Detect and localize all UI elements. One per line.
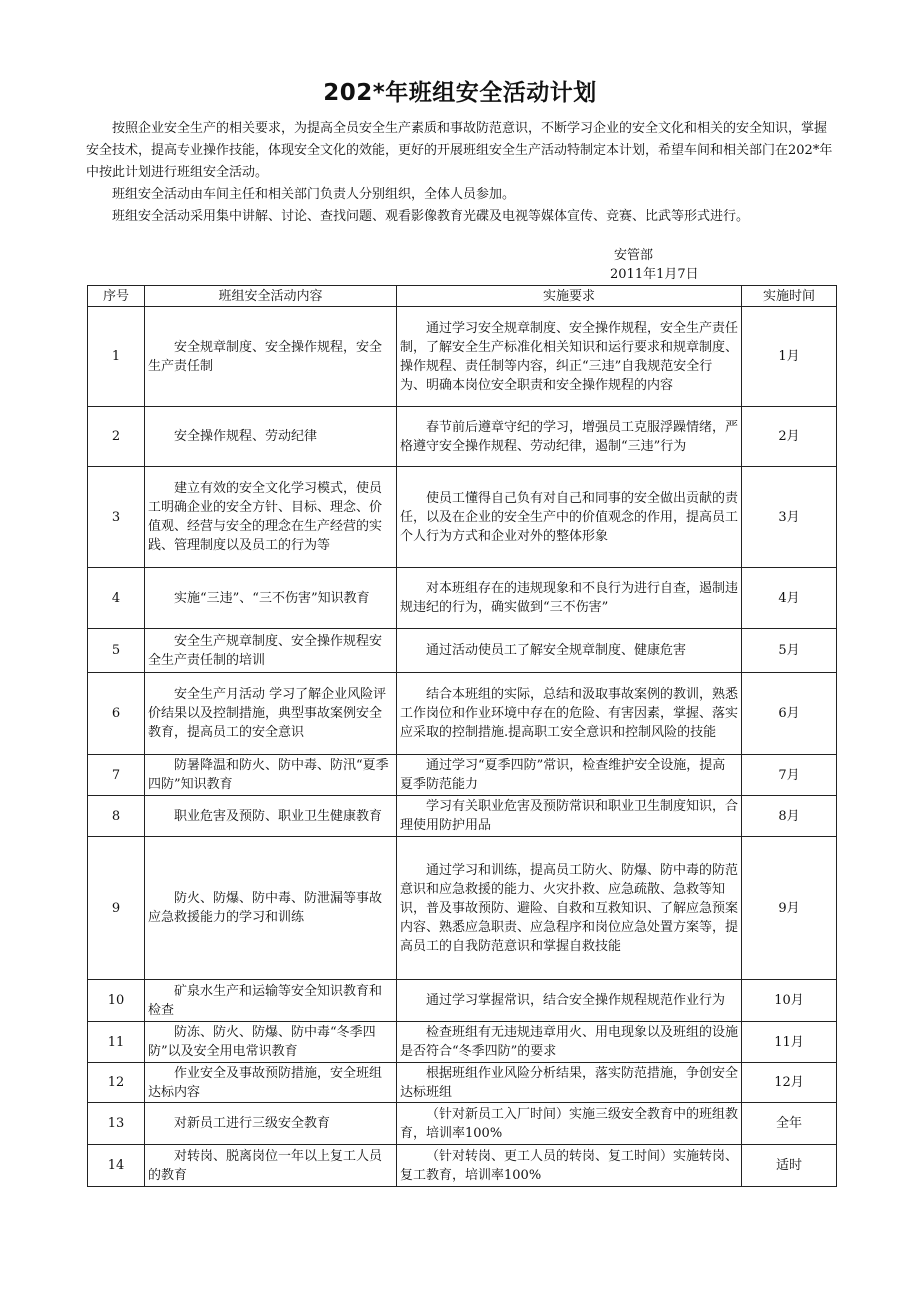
table-row (88, 755, 837, 796)
row-index: 11 (88, 1022, 145, 1063)
row-content: 安全生产规章制度、安全操作规程安全生产责任制的培训 (145, 629, 397, 673)
row-requirement: 通过学习和训练，提高员工防火、防爆、防中毒的防范意识和应急救援的能力、火灾扑救、应急疏散、急救等知识，普及事故预防、避险、自救和互救知识、了解应急预案内容、熟悉应急职责、应急程序和岗位应急处置方案等，提高员工的自我防范意识和掌握自救技能 (397, 837, 742, 980)
table-row (88, 673, 837, 755)
row-time: 6月 (742, 673, 837, 755)
header-time: 实施时间 (742, 286, 837, 307)
row-content: 职业危害及预防、职业卫生健康教育 (145, 796, 397, 837)
table-row (88, 568, 837, 629)
intro-paragraph: 按照企业安全生产的相关要求，为提高全员安全生产素质和事故防范意识，不断学习企业的安全文化和相关的安全知识，掌握安全技术，提高专业操作技能，体现安全文化的效能，更好的开展班组安全生产活动特制定本计划，希望车间和相关部门在202*年中按此计划进行班组安全活动。 (86, 121, 833, 180)
row-index: 14 (88, 1145, 145, 1187)
page-title: 202*年班组安全活动计划 (323, 80, 597, 106)
row-requirement: 对本班组存在的违规现象和不良行为进行自查，遏制违规违纪的行为，确实做到“三不伤害” (397, 568, 742, 629)
row-time: 8月 (742, 796, 837, 837)
row-time: 2月 (742, 407, 837, 467)
row-requirement: 通过学习“夏季四防”常识，检查维护安全设施，提高夏季防范能力 (397, 755, 742, 796)
row-index: 6 (88, 673, 145, 755)
table-header-row (88, 286, 837, 307)
row-requirement: （针对新员工入厂时间）实施三级安全教育中的班组教育，培训率100% (397, 1103, 742, 1145)
row-content: 作业安全及事故预防措施，安全班组达标内容 (145, 1063, 397, 1103)
table-row (88, 1063, 837, 1103)
row-index: 4 (88, 568, 145, 629)
table-row (88, 1145, 837, 1187)
row-time: 7月 (742, 755, 837, 796)
row-requirement: 通过学习掌握常识，结合安全操作规程规范作业行为 (397, 980, 742, 1022)
row-index: 5 (88, 629, 145, 673)
row-index: 13 (88, 1103, 145, 1145)
row-time: 3月 (742, 467, 837, 568)
table-row (88, 1022, 837, 1063)
row-index: 10 (88, 980, 145, 1022)
row-time: 5月 (742, 629, 837, 673)
signature-department: 安管部 (614, 248, 654, 263)
row-time: 适时 (742, 1145, 837, 1187)
row-content: 防火、防爆、防中毒、防泄漏等事故应急救援能力的学习和训练 (145, 837, 397, 980)
row-time: 11月 (742, 1022, 837, 1063)
intro-paragraph: 班组安全活动采用集中讲解、讨论、查找问题、观看影像教育光碟及电视等媒体宣传、竞赛、比武等形式进行。 (112, 209, 750, 224)
row-requirement: 检查班组有无违规违章用火、用电现象以及班组的设施是否符合“冬季四防”的要求 (397, 1022, 742, 1063)
row-index: 8 (88, 796, 145, 837)
row-content: 实施“三违”、“三不伤害”知识教育 (145, 568, 397, 629)
row-content: 安全操作规程、劳动纪律 (145, 407, 397, 467)
row-content: 建立有效的安全文化学习模式，使员工明确企业的安全方针、目标、理念、价值观、经营与安全的理念在生产经营的实践、管理制度以及员工的行为等 (145, 467, 397, 568)
row-requirement: （针对转岗、更工人员的转岗、复工时间）实施转岗、复工教育，培训率100% (397, 1145, 742, 1187)
header-requirement: 实施要求 (397, 286, 742, 307)
row-content: 安全生产月活动 学习了解企业风险评价结果以及控制措施，典型事故案例安全教育，提高员工的安全意识 (145, 673, 397, 755)
row-time: 1月 (742, 307, 837, 407)
row-content: 安全规章制度、安全操作规程，安全生产责任制 (145, 307, 397, 407)
row-index: 9 (88, 837, 145, 980)
table-row (88, 467, 837, 568)
row-requirement: 根据班组作业风险分析结果，落实防范措施，争创安全达标班组 (397, 1063, 742, 1103)
row-index: 3 (88, 467, 145, 568)
header-index: 序号 (88, 286, 145, 307)
table-row (88, 629, 837, 673)
row-content: 防冻、防火、防爆、防中毒“冬季四防”以及安全用电常识教育 (145, 1022, 397, 1063)
row-index: 1 (88, 307, 145, 407)
table-row (88, 1103, 837, 1145)
row-time: 9月 (742, 837, 837, 980)
row-time: 12月 (742, 1063, 837, 1103)
row-index: 2 (88, 407, 145, 467)
row-requirement: 结合本班组的实际，总结和汲取事故案例的教训，熟悉工作岗位和作业环境中存在的危险、有害因素，掌握、落实应采取的控制措施.提高职工安全意识和控制风险的技能 (397, 673, 742, 755)
row-time: 4月 (742, 568, 837, 629)
signature-block (610, 246, 699, 284)
row-time: 10月 (742, 980, 837, 1022)
table-row (88, 980, 837, 1022)
intro-paragraph: 班组安全活动由车间主任和相关部门负责人分别组织，全体人员参加。 (112, 187, 516, 202)
intro-section (86, 118, 836, 228)
activity-plan-table (87, 285, 837, 1187)
row-requirement: 通过学习安全规章制度、安全操作规程，安全生产责任制，了解安全生产标准化相关知识和运行要求和规章制度、操作规程、责任制等内容，纠正“三违”自我规范安全行为、明确本岗位安全职责和安全操作规程的内容 (397, 307, 742, 407)
row-index: 7 (88, 755, 145, 796)
row-requirement: 春节前后遵章守纪的学习，增强员工克服浮躁情绪，严格遵守安全操作规程、劳动纪律，遏制“三违”行为 (397, 407, 742, 467)
row-content: 矿泉水生产和运输等安全知识教育和检查 (145, 980, 397, 1022)
row-time: 全年 (742, 1103, 837, 1145)
table-row (88, 407, 837, 467)
row-index: 12 (88, 1063, 145, 1103)
row-content: 对新员工进行三级安全教育 (145, 1103, 397, 1145)
row-content: 防暑降温和防火、防中毒、防汛“夏季四防”知识教育 (145, 755, 397, 796)
table-row (88, 837, 837, 980)
row-content: 对转岗、脱离岗位一年以上复工人员的教育 (145, 1145, 397, 1187)
signature-date: 2011年1月7日 (610, 267, 699, 282)
table-row (88, 796, 837, 837)
header-content: 班组安全活动内容 (145, 286, 397, 307)
row-requirement: 使员工懂得自己负有对自己和同事的安全做出贡献的责任，以及在企业的安全生产中的价值观念的作用，提高员工个人行为方式和企业对外的整体形象 (397, 467, 742, 568)
table-row (88, 307, 837, 407)
row-requirement: 通过活动使员工了解安全规章制度、健康危害 (397, 629, 742, 673)
row-requirement: 学习有关职业危害及预防常识和职业卫生制度知识，合理使用防护用品 (397, 796, 742, 837)
